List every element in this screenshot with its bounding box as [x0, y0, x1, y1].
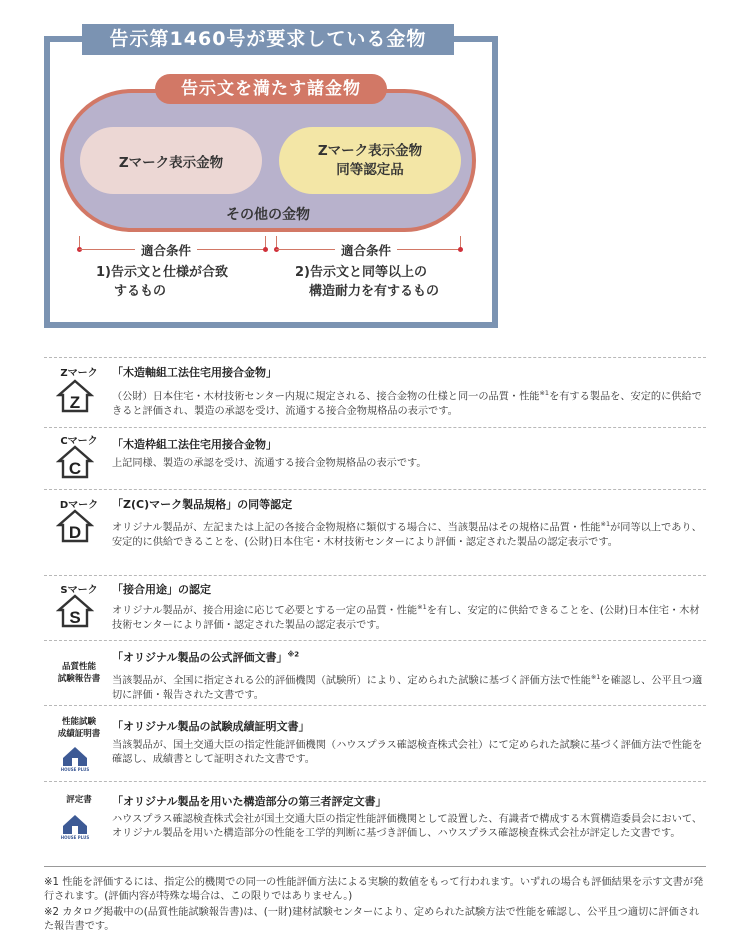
quality-report-desc: 当該製品が、全国に指定される公的評価機関（試験所）により、定められた試験に基づく評価方法で性能$^{※1}$を確認し、公平且つ適切に評価・報告された文書です。 [112, 673, 703, 701]
footnote-2: ※2 カタログ掲載中の(品質性能試験報告書)は、(一財)建材試験センターにより、定められた試験方法で性能を確認し、公平且つ適切に評価された報告書です。 [44, 907, 700, 933]
d-mark-desc: オリジナル製品が、左記または上記の各接合金物規格に類似する場合に、当該製品はその規格に品質・性能$^{※1}$が同等以上であり、安定的に供給できることを、(公財)日本住宅・木材技術センターにより評価・認定された製品の認定表示です。 [112, 520, 702, 548]
svg-text:S: S [69, 608, 81, 627]
cond-right-label: 適合条件 [335, 241, 397, 259]
z-mark-label: Zマーク [60, 368, 98, 379]
list-item-c [44, 427, 706, 490]
list-item-z [44, 357, 706, 428]
house-plus-logo-icon [60, 812, 90, 840]
c-mark-title: 「木造枠組工法住宅用接合金物」 [112, 438, 277, 451]
cond-left-dot-end [263, 247, 268, 252]
s-mark-icon [56, 593, 94, 629]
z-mark-title: 「木造軸組工法住宅用接合金物」 [112, 366, 277, 379]
house-plus-logo-icon [60, 744, 90, 772]
cond-right-dot-end [458, 247, 463, 252]
equivalent-line2: 同等認定品 [336, 161, 404, 178]
footnote-divider [44, 866, 706, 867]
evaluation-title: 「オリジナル製品を用いた構造部分の第三者評定文書」 [112, 795, 387, 808]
list-item-quality-report [44, 640, 706, 706]
equivalent-oval [279, 127, 461, 194]
cond-right-text [295, 263, 439, 301]
z-mark-oval [80, 127, 262, 194]
test-certificate-desc: 当該製品が、国土交通大臣の指定性能評価機関（ハウスプラス確認検査株式会社）にて定められた試験に基づく評価方法で性能を確認し、成績書として証明された文書です。 [112, 740, 703, 766]
c-mark-label: Cマーク [60, 436, 98, 447]
z-mark-desc: （公財）日本住宅・木材技術センター内規に規定される、接合金物の仕様と同一の品質・性能$^{※1}$を有する製品を、安定的に供給できると評価され、製造の承認を受け、流通する接合金物規格品の表示です。 [112, 389, 702, 417]
list-item-d [44, 489, 706, 576]
list-item-evaluation [44, 781, 706, 866]
cond-left-text [96, 263, 228, 301]
equivalent-line1: Zマーク表示金物 [317, 142, 423, 159]
d-mark-title: 「Z(C)マーク製品規格」の同等認定 [112, 498, 293, 511]
z-mark-label: Zマーク表示金物 [118, 154, 224, 171]
svg-text:Z: Z [69, 393, 81, 412]
footnote-1: ※1 性能を評価するには、指定公的機関での同一の性能評価方法による実験的数値をもって行われます。いずれの場合も評価結果を示す文書が発行されます。(評価内容が特殊な場合は、この限りではありません。) [44, 877, 704, 903]
z-mark-icon [56, 378, 94, 414]
c-mark-desc: 上記同様、製造の承認を受け、流通する接合金物規格品の表示です。 [112, 458, 427, 469]
s-mark-label: Sマーク [60, 585, 98, 596]
s-mark-desc: オリジナル製品が、接合用途に応じて必要とする一定の品質・性能$^{※1}$を有し、安定的に供給できることを、(公財)日本住宅・木材技術センターにより評価・認定された製品の認定表示です。 [112, 603, 700, 631]
quality-report-title: 「オリジナル製品の公式評価文書」$^{※2}$ [112, 650, 300, 664]
cond-left-line2: するもの [114, 284, 167, 299]
svg-text:HOUSE PLUS: HOUSE PLUS [60, 767, 90, 772]
cond-left-line1: 1)告示文と仕様が合致 [96, 265, 228, 280]
evaluation-desc: ハウスプラス確認検査株式会社が国土交通大臣の指定性能評価機関として設置した、有識者で構成する木質構造委員会において、オリジナル製品を用いた構造部分の性能を工学的判断に基づき評価し、ハウスプラス確認検査株式会社が評定した文書です。 [112, 814, 703, 840]
svg-text:D: D [68, 523, 82, 542]
svg-text:HOUSE PLUS: HOUSE PLUS [60, 835, 90, 840]
cond-right-line1: 2)告示文と同等以上の [295, 265, 427, 280]
other-hardware-label: その他の金物 [226, 207, 310, 223]
test-certificate-title: 「オリジナル製品の試験成績証明文書」 [112, 720, 310, 733]
s-mark-title: 「接合用途」の認定 [112, 583, 211, 596]
d-mark-icon [56, 508, 94, 544]
list-item-s [44, 575, 706, 641]
svg-text:C: C [68, 459, 82, 478]
cond-right-line2: 構造耐力を有するもの [309, 284, 440, 299]
diagram-title: 告示第1460号が要求している金物 [82, 24, 454, 55]
list-item-test-certificate [44, 705, 706, 782]
d-mark-label: Dマーク [59, 500, 99, 511]
evaluation-label: 評定書 [66, 795, 92, 805]
test-certificate-label: 性能試験 成績証明書 [57, 717, 101, 739]
cond-left-label: 適合条件 [135, 241, 197, 259]
quality-report-label: 品質性能 試験報告書 [57, 662, 101, 684]
capsule-title: 告示文を満たす諸金物 [155, 74, 387, 104]
c-mark-icon [56, 444, 94, 480]
